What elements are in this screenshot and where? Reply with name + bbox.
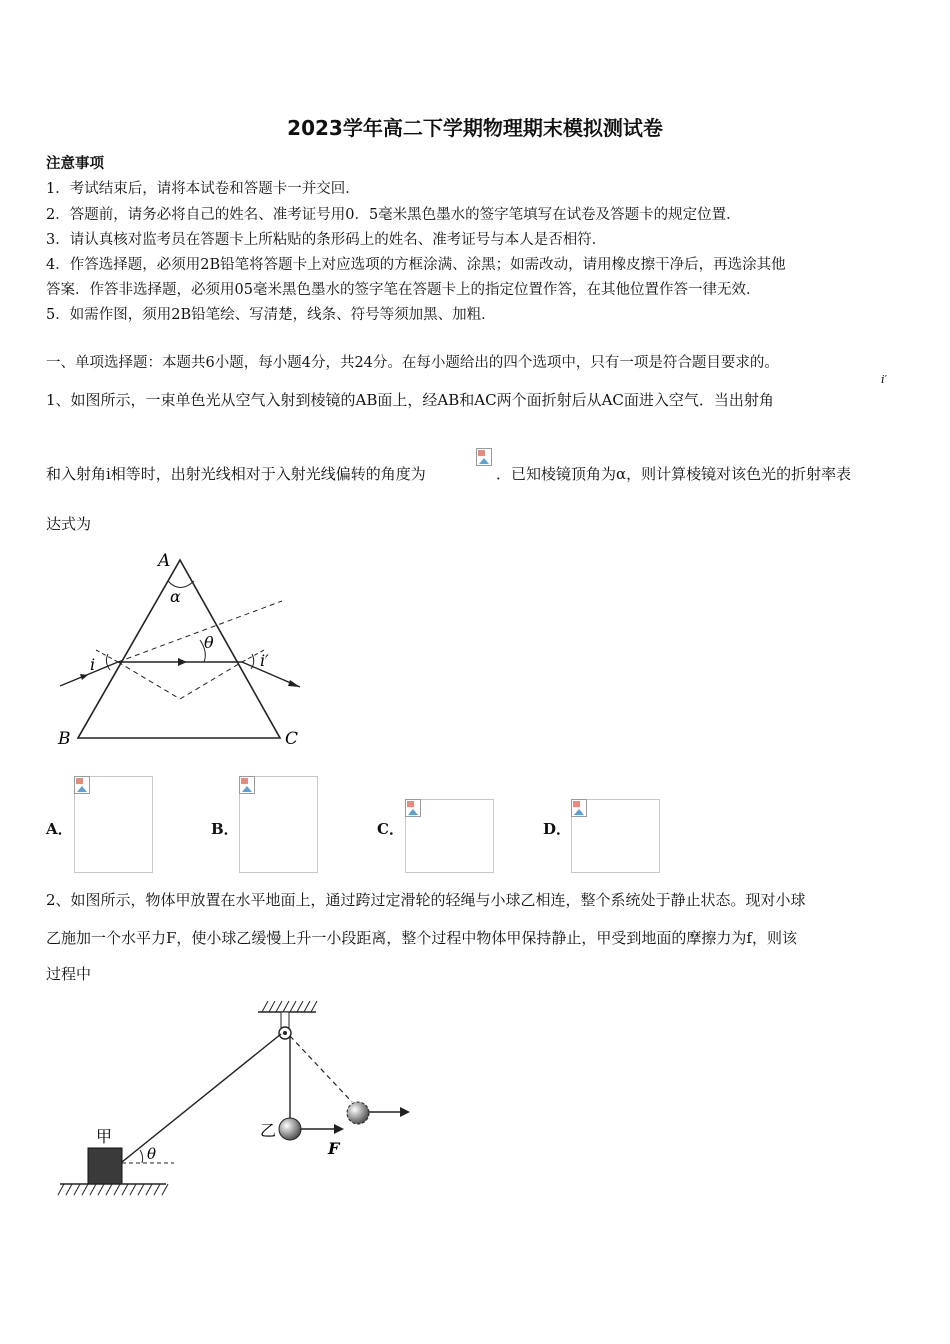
label-C: C	[285, 729, 299, 749]
broken-image-icon	[239, 776, 255, 794]
theta-arc	[140, 1150, 143, 1163]
force-arrowhead	[334, 1124, 344, 1134]
label-i: i	[90, 655, 96, 674]
label-i-prime: i′	[260, 651, 269, 670]
option-a-label: A．	[46, 820, 73, 838]
q1-line2a: 和入射角i相等时，出射光线相对于入射光线偏转的角度为	[46, 465, 426, 483]
q2-line2: 乙施加一个水平力F，使小球乙缓慢上升一小段距离，整个过程中物体甲保持静止，甲受到地面的摩擦力为f，则该	[46, 929, 797, 947]
q1-line1: 1、如图所示，一束单色光从空气入射到棱镜的AB面上，经AB和AC两个面折射后从AC面进入空气．当出射角	[46, 391, 774, 409]
pulley-axle	[283, 1031, 287, 1035]
normal-right	[180, 662, 242, 699]
force-arrowhead-moved	[400, 1107, 410, 1117]
label-B: B	[58, 729, 71, 749]
notice-item: 2．答题前，请务必将自己的姓名、准考证号用0．5毫米黑色墨水的签字笔填写在试卷及答题卡的规定位置．	[46, 207, 741, 223]
option-d-label: D．	[543, 820, 572, 838]
notice-item: 5．如需作图，须用2B铅笔绘、写清楚，线条、符号等须加黑、加粗．	[46, 307, 496, 323]
broken-image-icon	[476, 448, 492, 466]
ceiling-hatch	[262, 1001, 317, 1012]
incident-extension	[118, 601, 282, 662]
ball-yi-moved	[347, 1102, 369, 1124]
option-c-label: C．	[377, 820, 404, 838]
notice-item: 1．考试结束后，请将本试卷和答题卡一并交回．	[46, 181, 360, 197]
broken-image-icon	[74, 776, 90, 794]
q1-exit-angle: i′	[881, 373, 888, 386]
normal-left	[118, 662, 180, 699]
rope-to-block	[122, 1034, 281, 1162]
q1-line3: 达式为	[46, 515, 92, 533]
label-theta: θ	[204, 633, 214, 652]
q1-line2b: ．已知棱镜顶角为α，则计算棱镜对该色光的折射率表	[496, 465, 852, 483]
notice-item: 3．请认真核对监考员在答题卡上所粘贴的条形码上的姓名、准考证号与本人是否相符．	[46, 232, 607, 248]
block-jia	[88, 1148, 122, 1184]
q2-line3: 过程中	[46, 965, 92, 983]
label-alpha: α	[170, 587, 181, 606]
page-title: 2023学年高二下学期物理期末模拟测试卷	[287, 116, 663, 140]
label-theta: θ	[147, 1145, 157, 1163]
ball-yi	[279, 1118, 301, 1140]
broken-image-icon	[405, 799, 421, 817]
refracted-arrow	[178, 658, 187, 666]
notice-item: 答案．作答非选择题，必须用05毫米黑色墨水的签字笔在答题卡上的指定位置作答，在其他位置作答一律无效．	[46, 282, 761, 298]
q2-line1: 2、如图所示，物体甲放置在水平地面上，通过跨过定滑轮的轻绳与小球乙相连，整个系统处于静止状态。现对小球	[46, 891, 806, 909]
label-A: A	[158, 551, 171, 571]
incident-arrow	[80, 674, 88, 680]
label-F: F	[328, 1139, 340, 1158]
ground-hatch	[58, 1184, 168, 1195]
label-jia: 甲	[96, 1127, 113, 1146]
exit-arrow	[288, 680, 300, 687]
pulley-figure	[52, 996, 414, 1200]
label-yi: 乙	[260, 1121, 277, 1140]
section-heading: 一、单项选择题：本题共6小题，每小题4分，共24分。在每小题给出的四个选项中，只有一项是符合题目要求的。	[46, 355, 779, 371]
prism-figure	[52, 546, 312, 750]
broken-image-icon	[571, 799, 587, 817]
notice-item: 4．作答选择题，必须用2B铅笔将答题卡上对应选项的方框涂满、涂黑；如需改动，请用橡皮擦干净后，再选涂其他	[46, 257, 786, 273]
i-arc	[106, 654, 110, 670]
rope-dashed	[290, 1036, 352, 1102]
option-b-label: B．	[211, 820, 239, 838]
notice-heading: 注意事项	[46, 155, 104, 172]
